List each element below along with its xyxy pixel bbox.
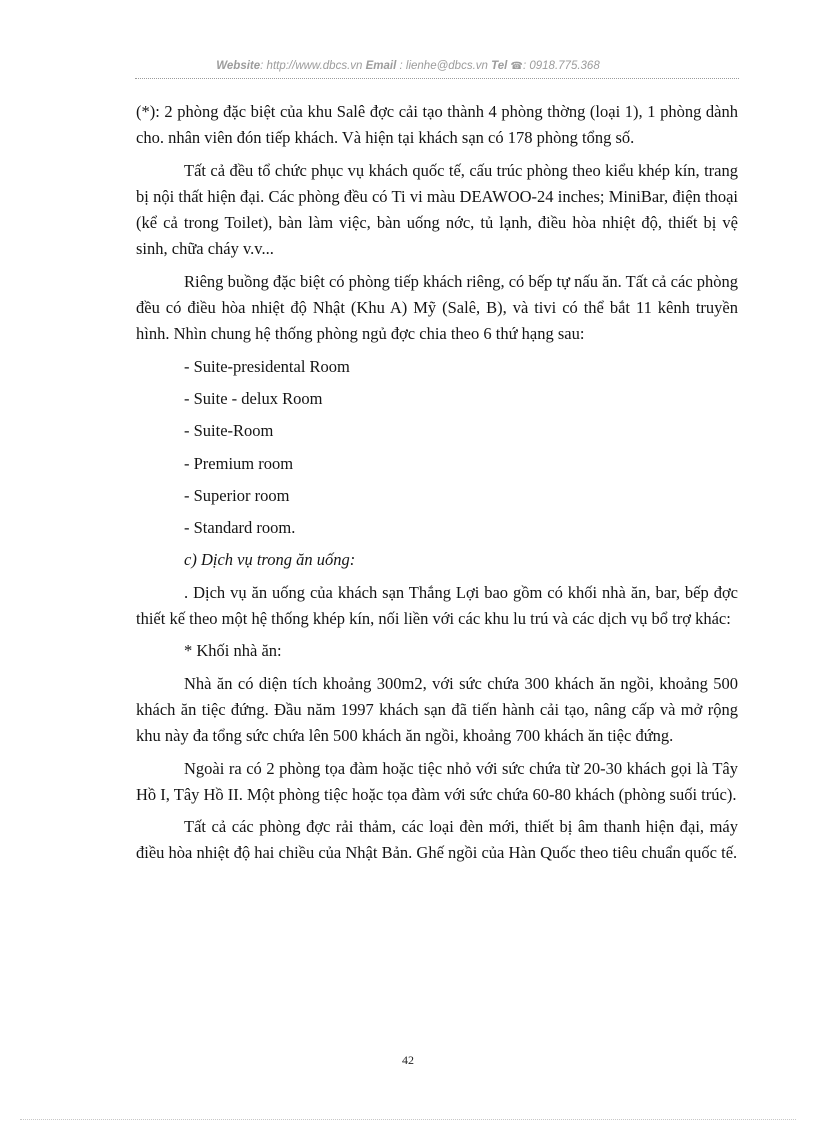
- room-type-item: - Suite-presidental Room: [184, 356, 350, 376]
- room-type-item: - Suite-Room: [184, 421, 274, 441]
- tel-label: Tel: [491, 60, 508, 72]
- paragraph-1: (*): 2 phòng đặc biệt của khu Salê đợc cải tạo thành 4 phòng thờng (loại 1), 1 phòng dành cho. nhân viên đón tiếp khách. Và hiện tại khách sạn có 178 phòng tổng số.: [136, 102, 738, 148]
- paragraph-8: Tất cả các phòng đợc rải thảm, các loại đèn mới, thiết bị âm thanh hiện đại, máy điều hòa nhiệt độ hai chiều của Nhật Bản. Ghế ngồi của Hàn Quốc theo tiêu chuẩn quốc tế.: [136, 817, 738, 863]
- website-label: Website: [216, 60, 261, 72]
- room-type-item: - Standard room.: [184, 518, 296, 538]
- section-subheading: c) Dịch vụ trong ăn uống:: [184, 550, 356, 570]
- email-value: : lienhe@dbcs.vn: [399, 60, 488, 72]
- page-number: 42: [402, 1053, 414, 1067]
- footer-divider: [20, 1119, 796, 1120]
- room-type-item: - Superior room: [184, 485, 290, 505]
- room-type-item: - Suite - delux Room: [184, 388, 323, 408]
- website-value: : http://www.dbcs.vn: [260, 60, 363, 72]
- page-header: [0, 60, 816, 72]
- header-divider: [135, 78, 739, 79]
- phone-icon: ☎: [510, 61, 523, 72]
- email-label: Email: [365, 60, 397, 72]
- paragraph-7: Ngoài ra có 2 phòng tọa đàm hoặc tiệc nhỏ với sức chứa từ 20-30 khách gọi là Tây Hồ I, Tây Hồ II. Một phòng tiệc hoặc tọa đàm với sức chứa 60-80 khách (phòng suối trúc).: [136, 758, 738, 804]
- document-body: [136, 99, 738, 873]
- paragraph-3: Riêng buồng đặc biệt có phòng tiếp khách riêng, có bếp tự nấu ăn. Tất cả các phòng đều có điều hòa nhiệt độ Nhật (Khu A) Mỹ (Salê, B), và tivi có thể bắt 11 kênh truyền hình. Nhìn chung hệ thống phòng ngủ đợc chia theo 6 thứ hạng sau:: [136, 271, 738, 344]
- paragraph-6: Nhà ăn có diện tích khoảng 300m2, với sức chứa 300 khách ăn ngồi, khoảng 500 khách ăn tiệc đứng. Đầu năm 1997 khách sạn đã tiến hành cải tạo, nâng cấp và mở rộng khu này đa tổng sức chứa lên 500 khách ăn ngồi, khoảng 700 khách ăn tiệc đứng.: [136, 673, 738, 746]
- paragraph-4: . Dịch vụ ăn uống của khách sạn Thắng Lợi bao gồm có khối nhà ăn, bar, bếp đợc thiết kế theo một hệ thống khép kín, nối liền với các khu lu trú và các dịch vụ bổ trợ khác:: [136, 582, 738, 629]
- paragraph-2: Tất cả đều tổ chức phục vụ khách quốc tế, cấu trúc phòng theo kiểu khép kín, trang bị nội thất hiện đại. Các phòng đều có Ti vi màu DEAWOO-24 inches; MiniBar, điện thoại (kể cả trong Toilet), bàn làm việc, bàn uống nớc, tủ lạnh, điều hòa nhiệt độ, thiết bị vệ sinh, chữa cháy v.v...: [136, 160, 738, 259]
- tel-value: : 0918.775.368: [522, 60, 600, 72]
- room-type-item: - Premium room: [184, 453, 294, 473]
- paragraph-5: * Khối nhà ăn:: [184, 641, 282, 661]
